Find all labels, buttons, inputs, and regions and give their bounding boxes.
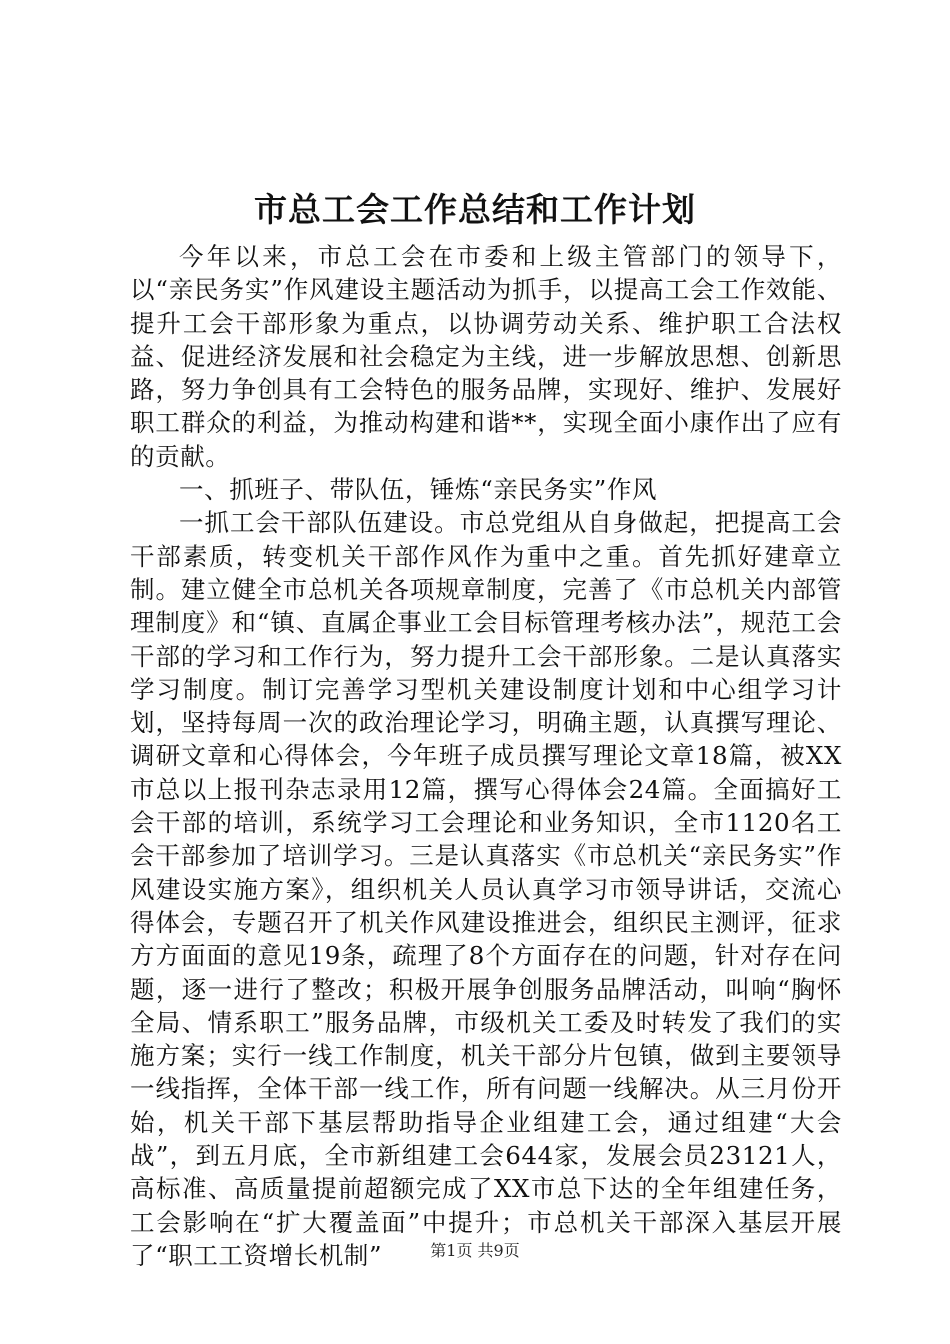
body-paragraph: 一抓工会干部队伍建设。市总党组从自身做起，把提高工会干部素质，转变机关干部作风作为重中之重。首先抓好建章立制。建立健全市总机关各项规章制度，完善了《市总机关内部管理制度》和“镇、直属企事业工会目标管理考核办法”，规范工会干部的学习和工作行为，努力提升工会干部形象。二是认真落实学习制度。制订完善学习型机关建设制度计划和中心组学习计划，坚持每周一次的政治理论学习，明确主题，认真撰写理论、调研文章和心得体会，今年班子成员撰写理论文章18篇，被XX市总以上报刊杂志录用12篇，撰写心得体会24篇。全面搞好工会干部的培训，系统学习工会理论和业务知识，全市1120名工会干部参加了培训学习。三是认真落实《市总机关“亲民务实”作风建设实施方案》，组织机关人员认真学习市领导讲话，交流心得体会，专题召开了机关作风建设推进会，组织民主测评，征求方方面面的意见19条，疏理了8个方面存在的问题，针对存在问题，逐一进行了整改；积极开展争创服务品牌活动，叫响“胸怀全局、情系职工”服务品牌，市级机关工委及时转发了我们的实施方案；实行一线工作制度，机关干部分片包镇，做到主要领导一线指挥，全体干部一线工作，所有问题一线解决。从三月份开始，机关干部下基层帮助指导企业组建工会，通过组建“大会战”，到五月底，全市新组建工会644家，发展会员23121人，高标准、高质量提前超额完成了XX市总下达的全年组建任务，工会影响在“扩大覆盖面”中提升；市总机关干部深入基层开展了“职工工资增长机制”	[130, 508, 842, 1270]
page-number-footer: 第1页 共9页	[430, 1241, 520, 1260]
document-title: 市总工会工作总结和工作计划	[254, 190, 696, 229]
section-heading: 一、抓班子、带队伍，锤炼“亲民务实”作风	[179, 475, 658, 505]
intro-paragraph: 今年以来，市总工会在市委和上级主管部门的领导下，以“亲民务实”作风建设主题活动为抓手，以提高工会工作效能、提升工会干部形象为重点，以协调劳动关系、维护职工合法权益、促进经济发展和社会稳定为主线，进一步解放思想、创新思路，努力争创具有工会特色的服务品牌，实现好、维护、发展好职工群众的利益，为推动构建和谐**，实现全面小康作出了应有的贡献。	[130, 242, 842, 471]
document-body	[130, 240, 842, 1272]
